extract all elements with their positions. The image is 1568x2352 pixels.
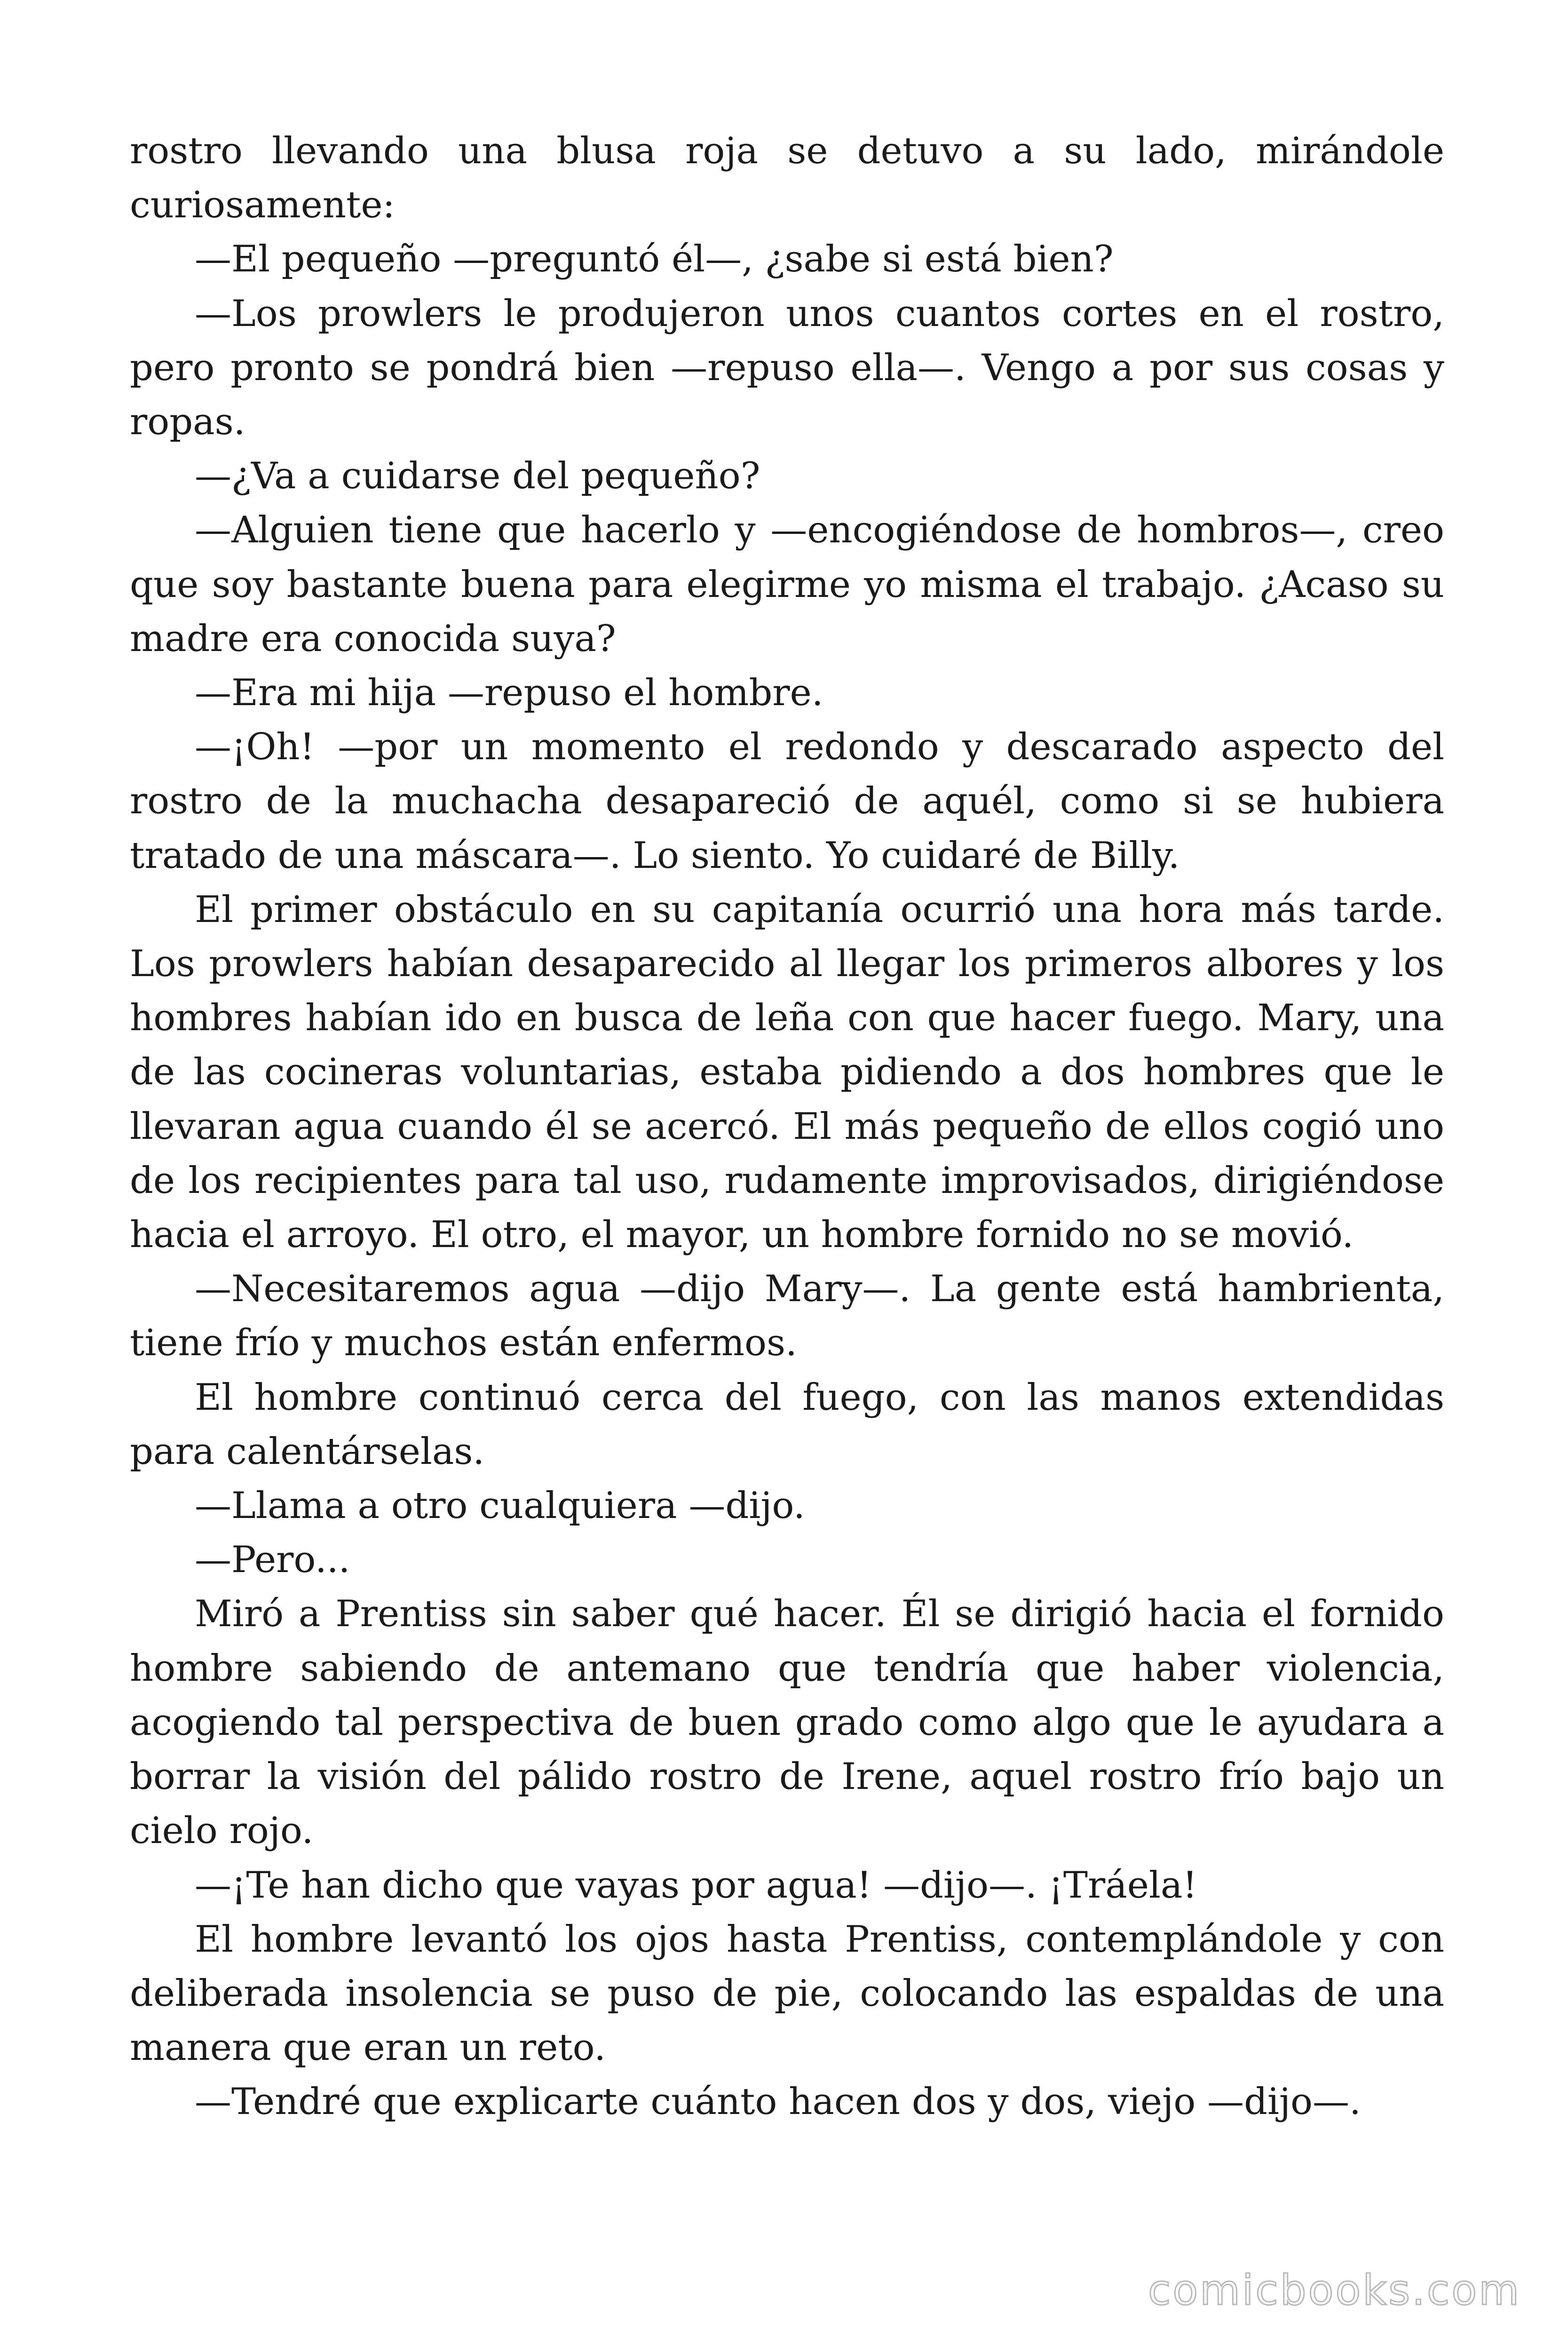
paragraph: —¿Va a cuidarse del pequeño? <box>195 455 760 498</box>
paragraph: —Los prowlers le produjeron unos cuantos cortes en el rostro, pero pronto se pondrá bien —repuso ella—. Vengo a por sus cosas y ropas. <box>130 292 1444 444</box>
paragraph: rostro llevando una blusa roja se detuvo a su lado, mirándole curiosamente: <box>130 130 1444 227</box>
page-body <box>130 124 1444 2130</box>
paragraph: El hombre continuó cerca del fuego, con las manos extendidas para calentárselas. <box>130 1376 1444 1473</box>
watermark: comicbooks.com <box>1148 2266 1521 2314</box>
paragraph: —Pero... <box>195 1539 350 1581</box>
paragraph: —Necesitaremos agua —dijo Mary—. La gente está hambrienta, tiene frío y muchos están enfermos. <box>130 1268 1444 1365</box>
paragraph: —¡Oh! —por un momento el redondo y descarado aspecto del rostro de la muchacha desapareció de aquél, como si se hubiera tratado de una máscara—. Lo siento. Yo cuidaré de Billy. <box>130 726 1444 877</box>
paragraph: —¡Te han dicho que vayas por agua! —dijo—. ¡Tráela! <box>195 1864 1197 1907</box>
paragraph: —Era mi hija —repuso el hombre. <box>195 672 824 715</box>
paragraph: —El pequeño —preguntó él—, ¿sabe si está bien? <box>195 238 1114 281</box>
paragraph: —Llama a otro cualquiera —dijo. <box>195 1485 805 1527</box>
paragraph: El hombre levantó los ojos hasta Prentiss, contemplándole y con deliberada insolencia se puso de pie, colocando las espaldas de una manera que eran un reto. <box>130 1918 1444 2069</box>
paragraph: El primer obstáculo en su capitanía ocurrió una hora más tarde. Los prowlers habían desaparecido al llegar los primeros albores y los hombres habían ido en busca de leña con que hacer fuego. Mary, una de las cocineras voluntarias, estaba pidiendo a dos hombres que le llevaran agua cuando él se acercó. El más pequeño de ellos cogió uno de los recipientes para tal uso, rudamente improvisados, dirigiéndose hacia el arroyo. El otro, el mayor, un hombre fornido no se movió. <box>130 888 1444 1256</box>
paragraph: —Tendré que explicarte cuánto hacen dos y dos, viejo —dijo—. <box>195 2081 1361 2123</box>
paragraph: —Alguien tiene que hacerlo y —encogiéndose de hombros—, creo que soy bastante buena para elegirme yo misma el trabajo. ¿Acaso su madre era conocida suya? <box>130 509 1444 660</box>
paragraph: Miró a Prentiss sin saber qué hacer. Él se dirigió hacia el fornido hombre sabiendo de antemano que tendría que haber violencia, acogiendo tal perspectiva de buen grado como algo que le ayudara a borrar la visión del pálido rostro de Irene, aquel rostro frío bajo un cielo rojo. <box>130 1593 1444 1852</box>
